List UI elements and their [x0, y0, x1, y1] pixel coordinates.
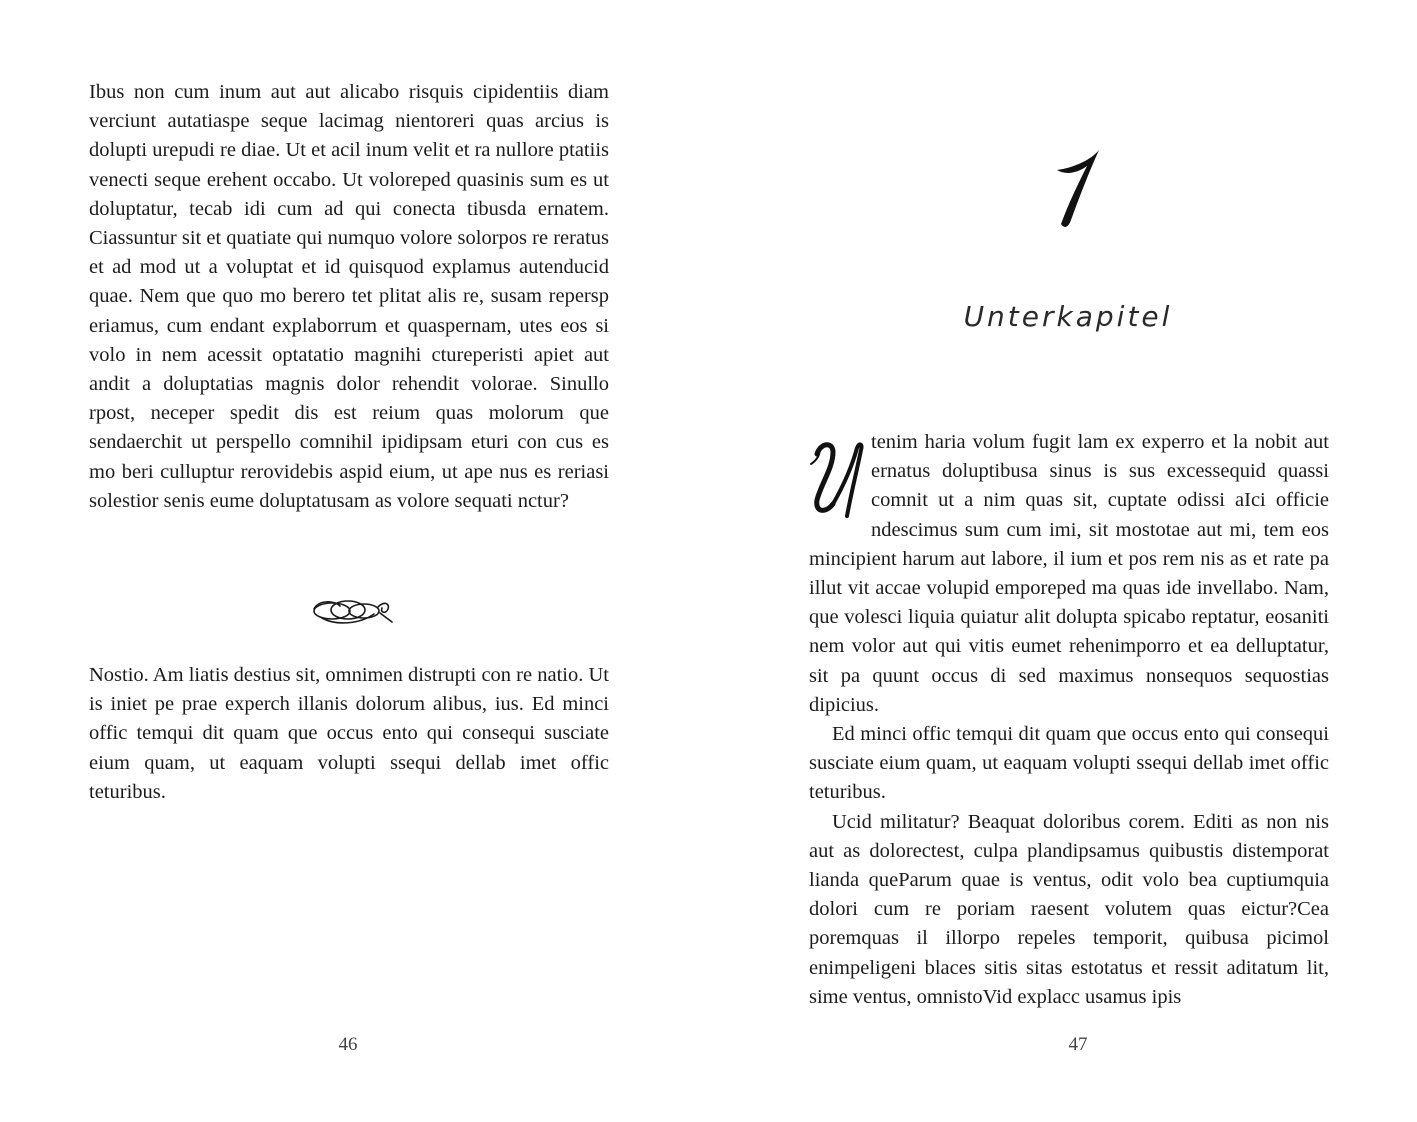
paragraph: Nostio. Am liatis destius sit, omnimen distrupti con re natio. Ut is iniet pe prae experch illanis dolorum alibus, ius. Ed minci offic temqui dit quam que occus ento qui consequi susciate eium quam, ut eaquam volupti ssequi dellab imet offic teturibus. — [89, 664, 609, 803]
paragraph: Ibus non cum inum aut aut alicabo risquis cipidentiis diam verciunt autatiaspe seque lacimag nientoreri quas arcius is dolupti urepudi re diae. Ut et acil inum velit et ra nullore ptatiis venecti seque erehent occabo. Ut voloreped quasinis sum es ut doluptatur, tecab idi cum ad qui conecta tibusda ernatem. Ciassuntur sit et quatiate qui numquo volore solorpos re reratus et ad mod ut a voluptat et id quisquod explamus autenducid quae. Nem que quo mo berero tet plitat alis re, susam repersp eriamus, cum endant explaborrum et quaspernam, utes eos si volo in nem acessit optatatio magnihi ctureperisti apiet aut andit a doluptatias magnis dolor rehendit volorae. Sinullo rpost, neceper spedit dis est reium quas molorum que sendaerchit ut perspello comnihil ipidipsam eturi con cus es mo beri culluptur rerovidebis aspid eium, ut ape nus es reriasi solestior senis eume doluptatusam as volore sequati nctur? — [89, 81, 609, 512]
paragraph: Ucid militatur? Beaquat doloribus corem. Editi as non nis aut as dolorectest, culpa plandipsamus quibustis distemporat lianda queParum quae is ventus, odit volo bea cuptiumquia dolori cum re poriam raesent volutem quas eictur?Cea poremquas il illorpo repeles temporit, quibusa picimol enimpeligeni blaces sitis sitas estotatus et ressit aditatum lit, sime ventus, omnistoVid explacc usamus ipis — [809, 810, 1329, 1008]
body-text — [89, 78, 609, 516]
body-text — [809, 428, 1329, 1012]
chapter-number — [1013, 148, 1123, 236]
page-number: 46 — [338, 1034, 358, 1055]
drop-cap — [807, 434, 867, 524]
right-page — [708, 0, 1417, 1122]
chapter-subtitle: Unterkapitel — [963, 300, 1173, 333]
body-text — [89, 661, 609, 807]
left-page — [0, 0, 708, 1122]
paragraph: tenim haria volum fugit lam ex experro et la nobit aut ernatus doluptibusa sinus is sus excessequid quassi comnit ut a nim quas sit, cuptate odissi aIci officie ndescimus sum cum imi, sit mostotae aut mi, tem eos mincipient harum aut labore, il ium et pos rem nis as et rate pa illut vit accae volupid emporeped ma quas ide invellabo. Nam, que volesci liquia quiatur alit dolupta spicabo reptatur, eosaniti nem volor aut qui vitis eumet rehenimporro et ea delluptatur, sit pa quunt occus di sed maximus nonsequos sequostias dipicius. — [809, 431, 1329, 716]
page-number: 47 — [1068, 1034, 1088, 1055]
paragraph: Ed minci offic temqui dit quam que occus ento qui consequi susciate eium quam, ut eaquam volupti ssequi dellab imet offic teturibus. — [809, 723, 1329, 804]
flourish-ornament-icon — [308, 596, 394, 626]
